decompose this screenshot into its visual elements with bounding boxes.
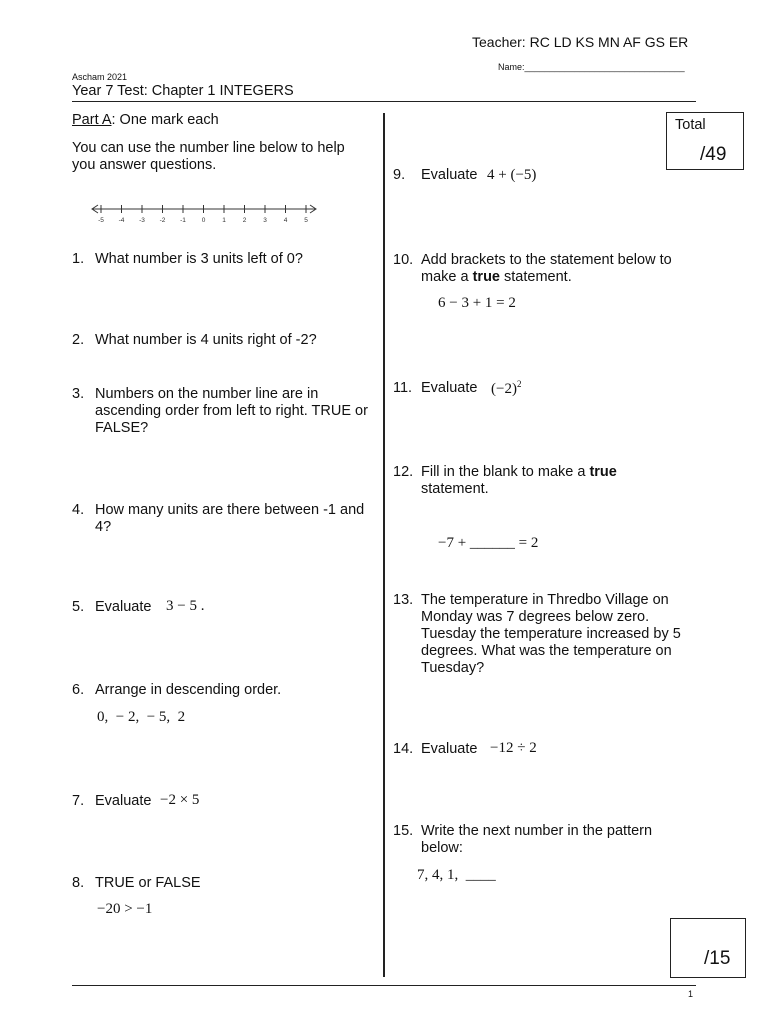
question-text-post: statement.: [500, 269, 572, 285]
question-number: 1.: [72, 251, 85, 267]
number-line-label: 5: [304, 217, 308, 224]
question-text: Evaluate: [421, 741, 478, 757]
teacher-line: Teacher: RC LD KS MN AF GS ER: [472, 34, 689, 50]
page-title: Year 7 Test: Chapter 1 INTEGERS: [72, 83, 294, 99]
question-math: −20 > −1: [97, 901, 153, 917]
question-text: Evaluate: [95, 599, 152, 615]
number-line-label: -4: [118, 217, 125, 224]
question-math: 4 + (−5): [487, 167, 537, 183]
page-number: 1: [688, 989, 694, 999]
total-score: /49: [700, 144, 727, 165]
question-text: Arrange in descending order.: [95, 682, 282, 698]
question-number: 8.: [72, 875, 85, 891]
name-blank: ________________________________: [524, 62, 685, 72]
question-number: 4.: [72, 502, 85, 518]
number-line-label: 0: [201, 217, 206, 224]
question-math: 0, − 2, − 5, 2: [97, 709, 186, 725]
question-number: 2.: [72, 332, 85, 348]
question-number: 11.: [393, 380, 413, 396]
question-text: Evaluate: [95, 793, 152, 809]
total-label: Total: [675, 117, 706, 133]
question-number: 15.: [393, 823, 414, 839]
question-text: Numbers on the number line are in ascending order from left to right. TRUE or FALSE?: [95, 386, 368, 436]
number-line-label: 4: [283, 217, 288, 224]
section-score: /15: [704, 948, 731, 969]
question-text: How many units are there between -1 and 4?: [95, 502, 365, 535]
question-number: 3.: [72, 386, 85, 402]
intro-text: You can use the number line below to help you answer questions.: [72, 140, 345, 173]
question-math: 6 − 3 + 1 = 2: [438, 295, 516, 311]
question-number: 9.: [393, 167, 406, 183]
question-text: Evaluate: [421, 380, 478, 396]
name-field[interactable]: [498, 62, 685, 72]
number-line-label: 2: [242, 217, 247, 224]
question-text: TRUE or FALSE: [95, 875, 201, 891]
question-text-pre: Add brackets to the statement below to make a: [421, 252, 672, 285]
question-math: [491, 379, 521, 398]
question-text: [421, 464, 671, 498]
question-number: 14.: [393, 741, 414, 757]
question-text: The temperature in Thredbo Village on Monday was 7 degrees below zero. Tuesday the temperature increased by 5 degrees. What was the temperature on Tuesday?: [421, 592, 681, 676]
question-text-bold: true: [472, 269, 500, 285]
question-number: 13.: [393, 592, 414, 608]
question-text: What number is 4 units right of -2?: [95, 332, 317, 348]
column-divider: [383, 113, 385, 977]
question-text-pre: Fill in the blank to make a: [421, 464, 590, 480]
question-number: 10.: [393, 252, 414, 268]
question-number: 12.: [393, 464, 414, 480]
part-a-heading-rest: : One mark each: [111, 112, 219, 128]
part-a-label: Part A: [72, 112, 112, 128]
question-math: −7 + ______ = 2: [438, 535, 539, 551]
question-number: 7.: [72, 793, 85, 809]
number-line-label: -2: [159, 217, 166, 224]
question-text: [421, 252, 696, 286]
number-line-label: -5: [98, 217, 104, 224]
school-year: Ascham 2021: [72, 72, 128, 82]
question-text: Evaluate: [421, 167, 478, 183]
question-text: What number is 3 units left of 0?: [95, 251, 303, 267]
name-label: Name:: [498, 62, 525, 72]
total-score-box: [666, 112, 744, 170]
question-math: −2 × 5: [160, 792, 200, 808]
question-math-base: (−2): [491, 381, 517, 397]
title-divider: [72, 101, 696, 102]
question-number: 6.: [72, 682, 85, 698]
question-text: Write the next number in the pattern below:: [421, 823, 653, 856]
question-math: −12 ÷ 2: [490, 740, 537, 756]
number-line-label: 1: [222, 217, 226, 224]
question-math: 3 − 5 .: [166, 598, 205, 614]
number-line-label: 3: [263, 217, 267, 224]
number-line-label: -3: [139, 217, 145, 224]
question-math-exponent: 2: [516, 379, 522, 389]
question-math: 7, 4, 1, ____: [417, 867, 496, 883]
part-a-heading: [72, 112, 219, 129]
number-line: [88, 200, 320, 226]
footer-divider: [72, 985, 696, 986]
section-score-box: [670, 918, 746, 978]
number-line-label: -1: [180, 217, 186, 224]
question-number: 5.: [72, 599, 85, 615]
question-text-post: statement.: [421, 481, 489, 497]
question-text-bold: true: [589, 464, 617, 480]
